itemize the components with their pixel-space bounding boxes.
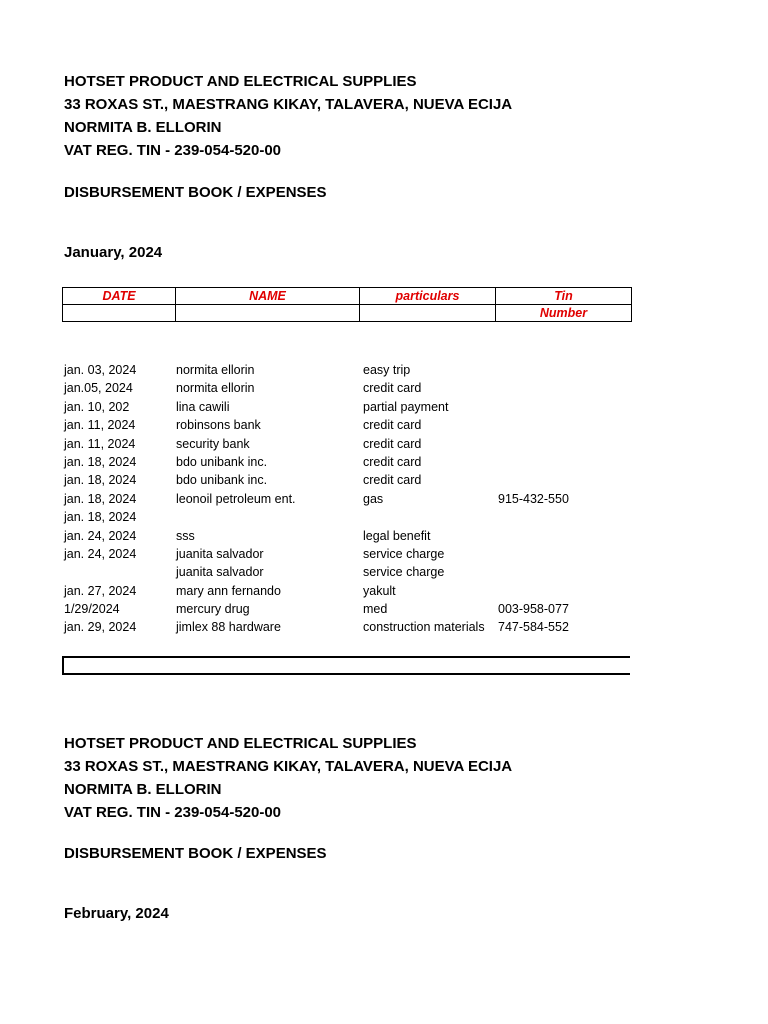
- table-row: [64, 582, 634, 600]
- row-date: jan. 18, 2024: [64, 510, 137, 525]
- row-particulars: easy trip: [363, 363, 411, 377]
- row-name: bdo unibank inc.: [176, 473, 268, 488]
- vat-tin-2: VAT REG. TIN - 239-054-520-00: [64, 804, 282, 821]
- row-name: jimlex 88 hardware: [176, 620, 281, 635]
- company-name-2: HOTSET PRODUCT AND ELECTRICAL SUPPLIES: [64, 735, 417, 752]
- row-name: normita ellorin: [176, 381, 255, 396]
- table-row: [64, 361, 634, 379]
- table-row: [64, 527, 634, 545]
- table-row: [64, 600, 634, 618]
- column-header-table: [62, 287, 632, 322]
- row-particulars: credit card: [363, 473, 422, 488]
- col-particulars: particulars: [360, 288, 496, 305]
- row-particulars: credit card: [363, 436, 422, 451]
- col-tin-number: Number: [496, 305, 632, 322]
- row-date: jan. 24, 2024: [64, 546, 137, 561]
- row-tin: 003-958-077: [498, 602, 569, 617]
- col-particulars-blank: [360, 305, 496, 322]
- row-particulars: credit card: [363, 454, 422, 469]
- table-row: [64, 490, 634, 508]
- col-name: NAME: [176, 288, 360, 305]
- owner-name: NORMITA B. ELLORIN: [64, 119, 222, 136]
- row-particulars: credit card: [363, 381, 422, 396]
- row-date: jan. 27, 2024: [64, 583, 137, 598]
- row-particulars: construction materials: [363, 620, 485, 635]
- row-particulars: partial payment: [363, 399, 449, 414]
- row-tin: 747-584-552: [498, 620, 569, 635]
- column-header-row-2: [63, 305, 632, 322]
- row-date: jan. 18, 2024: [64, 491, 137, 506]
- row-name: sss: [176, 528, 195, 543]
- row-particulars: service charge: [363, 565, 445, 580]
- column-header-row: [63, 288, 632, 305]
- row-date: jan. 10, 202: [64, 399, 130, 414]
- period-february: February, 2024: [64, 905, 169, 922]
- row-particulars: med: [363, 602, 388, 617]
- col-name-blank: [176, 305, 360, 322]
- row-particulars: yakult: [363, 583, 396, 598]
- table-row: [64, 618, 634, 636]
- table-row: [64, 508, 634, 526]
- company-address-2: 33 ROXAS ST., MAESTRANG KIKAY, TALAVERA, NUEVA ECIJA: [64, 758, 513, 775]
- document-title: DISBURSEMENT BOOK / EXPENSES: [64, 184, 327, 201]
- row-name: lina cawili: [176, 399, 230, 414]
- expense-list: [64, 361, 634, 637]
- vat-tin: VAT REG. TIN - 239-054-520-00: [64, 142, 282, 159]
- col-tin: Tin: [496, 288, 632, 305]
- col-date: DATE: [63, 288, 176, 305]
- company-header-2: [64, 732, 512, 824]
- row-name: mary ann fernando: [176, 583, 281, 598]
- table-row: [64, 435, 634, 453]
- row-particulars: service charge: [363, 546, 445, 561]
- company-address: 33 ROXAS ST., MAESTRANG KIKAY, TALAVERA, NUEVA ECIJA: [64, 96, 513, 113]
- company-name: HOTSET PRODUCT AND ELECTRICAL SUPPLIES: [64, 73, 417, 90]
- row-date: jan. 29, 2024: [64, 620, 137, 635]
- row-name: juanita salvador: [176, 565, 264, 580]
- table-row: [64, 453, 634, 471]
- row-date: jan.05, 2024: [64, 381, 133, 396]
- row-name: mercury drug: [176, 602, 250, 617]
- total-box: [62, 656, 630, 675]
- table-row: [64, 471, 634, 489]
- row-date: jan. 11, 2024: [64, 418, 136, 433]
- row-tin: 915-432-550: [498, 491, 569, 506]
- table-row: [64, 563, 634, 581]
- company-header: [64, 70, 512, 162]
- row-name: juanita salvador: [176, 546, 264, 561]
- table-row: [64, 379, 634, 397]
- row-date: jan. 18, 2024: [64, 473, 137, 488]
- row-name: leonoil petroleum ent.: [176, 491, 296, 506]
- row-date: 1/29/2024: [64, 602, 120, 617]
- row-particulars: gas: [363, 491, 384, 506]
- owner-name-2: NORMITA B. ELLORIN: [64, 781, 222, 798]
- row-date: jan. 11, 2024: [64, 436, 136, 451]
- row-name: bdo unibank inc.: [176, 454, 268, 469]
- row-particulars: legal benefit: [363, 528, 431, 543]
- row-name: robinsons bank: [176, 418, 261, 433]
- period-january: January, 2024: [64, 244, 163, 261]
- table-row: [64, 545, 634, 563]
- row-date: jan. 24, 2024: [64, 528, 137, 543]
- row-date: jan. 03, 2024: [64, 363, 137, 377]
- col-date-blank: [63, 305, 176, 322]
- row-name: security bank: [176, 436, 250, 451]
- table-row: [64, 398, 634, 416]
- row-name: normita ellorin: [176, 363, 255, 377]
- document-title-2: DISBURSEMENT BOOK / EXPENSES: [64, 845, 327, 862]
- row-date: jan. 18, 2024: [64, 454, 137, 469]
- row-particulars: credit card: [363, 418, 422, 433]
- table-row: [64, 416, 634, 434]
